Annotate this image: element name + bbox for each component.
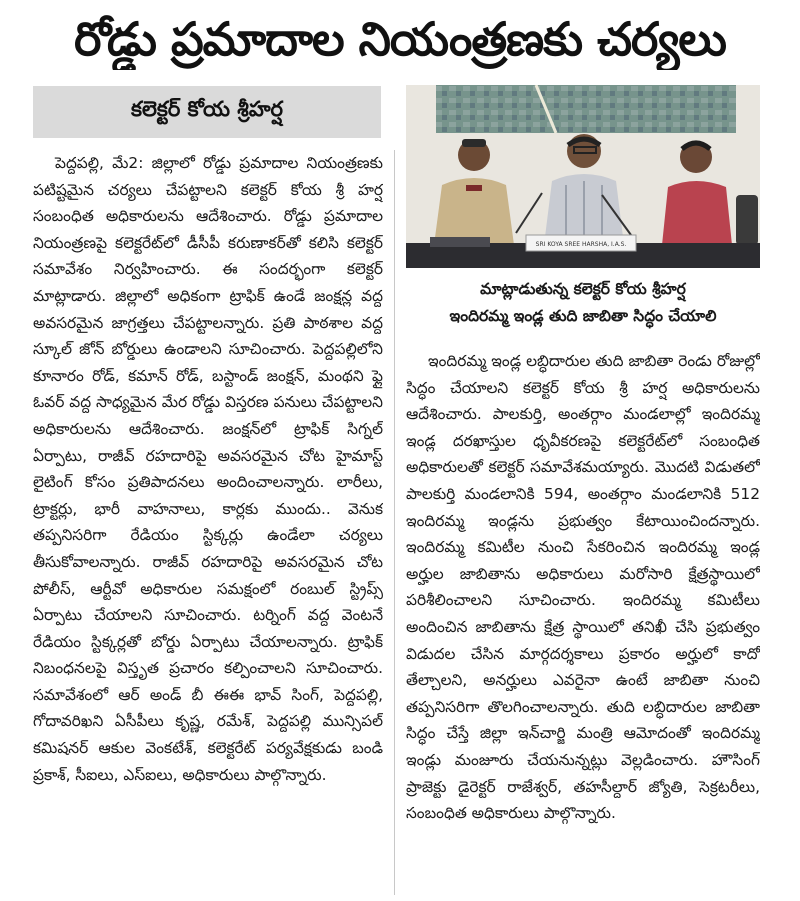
photo-caption: మాట్లాడుతున్న కలెక్టర్ కోయ శ్రీహర్ష — [480, 280, 686, 298]
article-main-body — [33, 150, 383, 895]
article-main-text: పెద్దపల్లి, మే2: జిల్లాలో రోడ్డు ప్రమాదాల నియంత్రణకు పటిష్టమైన చర్యలు చేపట్టాలని కలెక్టర్ కోయ శ్రీ హర్ష సంబంధిత అధికారులను ఆదేశించారు. రోడ్డు ప్రమాదాల నియంత్రణపై కలెక్టరేట్‌లో డీసీపీ కరుణాకర్‌తో కలిసి కలెక్టర్ సమావేశం నిర్వహించారు. ఈ సందర్భంగా కలెక్టర్ మాట్లాడారు. జిల్లాలో అధికంగా ట్రాఫిక్ ఉండే జంక్షన్ల వద్ద అవసరమైన జాగ్రత్తలు చేపట్టాలన్నారు. ప్రతి పాఠశాల వద్ద స్కూల్ జోన్ బోర్డులు ఉండాలని సూచించారు. పెద్దపల్లిలోని కూనారం రోడ్, కమాన్ రోడ్, బస్టాండ్ జంక్షన్, మంథని ఫ్లై ఓవర్ వద్ద సాధ్యమైన మేర రోడ్డు విస్తరణ పనులు చేపట్టాలని అధికారులను ఆదేశించారు. జంక్షన్‌లో ట్రాఫిక్ సిగ్నల్ ఏర్పాటు, రాజీవ్ రహదారిపై అవసరమైన చోట హైమాస్ట్ లైటింగ్ కోసం ప్రతిపాదనలు అందించాలన్నారు. లారీలు, ట్రాక్టర్లు, భారీ వాహనాలు, కార్లకు ముందు.. వెనుక తప్పనిసరిగా రేడియం స్టిక్కర్లు ఉండేలా చర్యలు తీసుకోవాలన్నారు. రాజీవ్ రహదారిపై అవసరమైన చోట పోలీస్, ఆర్టీవో అధికారుల సమక్షంలో రంబుల్ స్ట్రిప్స్ ఏర్పాటు చేయాలని సూచించారు. టర్నింగ్ వద్ద వెంటనే రేడియం స్టిక్కర్లతో బోర్డు ఏర్పాటు చేయాలన్నారు. ట్రాఫిక్ నిబంధనలపై విస్తృత ప్రచారం కల్పించాలని సూచించారు. సమావేశంలో ఆర్ అండ్ బీ ఈఈ భావ్ సింగ్, పెద్దపల్లి, గోదావరిఖని ఏసీపీలు కృష్ణ, రమేశ్, పెద్దపల్లి మున్సిపల్ కమిషనర్ ఆకుల వెంకటేశ్, కలెక్టరేట్ పర్యవేక్షకుడు బండి ప్రకాశ్, సీఐలు, ఎస్ఐలు, అధికారులు పాల్గొన్నారు. — [33, 154, 383, 784]
article2-headline: ఇందిరమ్మ ఇండ్ల తుది జాబితా సిద్ధం చేయాలి — [449, 307, 717, 325]
article2-body — [406, 348, 760, 895]
meeting-photo — [406, 85, 760, 268]
byline-box — [33, 86, 381, 138]
column-divider — [394, 150, 395, 895]
meeting-photo-illustration — [406, 85, 760, 268]
byline: కలెక్టర్ కోయ శ్రీహర్ష — [131, 97, 283, 121]
nameplate-text: SRI KOYA SREE HARSHA, I.A.S. — [535, 241, 627, 248]
headline: రోడ్డు ప్రమాదాల నియంత్రణకు చర్యలు — [74, 12, 726, 66]
article2-text: ఇందిరమ్మ ఇండ్ల లబ్ధిదారుల తుది జాబితా రెండు రోజుల్లో సిద్ధం చేయాలని కలెక్టర్ కోయ శ్రీ హర్ష అధికారులను ఆదేశించారు. పాలకుర్తి, అంతర్గాం మండలాల్లో ఇందిరమ్మ ఇండ్ల దరఖాస్తుల ధృవీకరణపై కలెక్టరేట్‌లో సంబంధిత అధికారులతో కలెక్టర్ సమావేశమయ్యారు. మొదటి విడుతలో పాలకుర్తి మండలానికి 594, అంతర్గాం మండలానికి 512 ఇందిరమ్మ ఇండ్లను ప్రభుత్వం కేటాయించిందన్నారు. ఇందిరమ్మ కమిటీల నుంచి సేకరించిన ఇందిరమ్మ ఇండ్ల అర్హుల జాబితాను అధికారులు మరోసారి క్షేత్రస్థాయిలో పరిశీలించాలని సూచించారు. ఇందిరమ్మ కమిటీలు అందించిన జాబితాను క్షేత్ర స్థాయిలో తనిఖీ చేసి ప్రభుత్వం విడుదల చేసిన మార్గదర్శకాలు ప్రకారం అర్హులో కాదో తేల్చాలని, అనర్హులు ఎవరైనా ఉంటే జాబితా నుంచి తప్పనిసరిగా తొలగించాలన్నారు. తుది లబ్ధిదారుల జాబితా సిద్ధం చేస్తే జిల్లా ఇన్‌చార్జి మంత్రి ఆమోదంతో ఇందిరమ్మ ఇండ్లు మంజూరు చేయనున్నట్లు వెల్లడించారు. హౌసింగ్ ప్రాజెక్టు డైరెక్టర్ రాజేశ్వర్, తహసీల్దార్ జ్యోతి, సెక్రటరీలు, సంబంధిత అధికారులు పాల్గొన్నారు. — [406, 352, 760, 823]
